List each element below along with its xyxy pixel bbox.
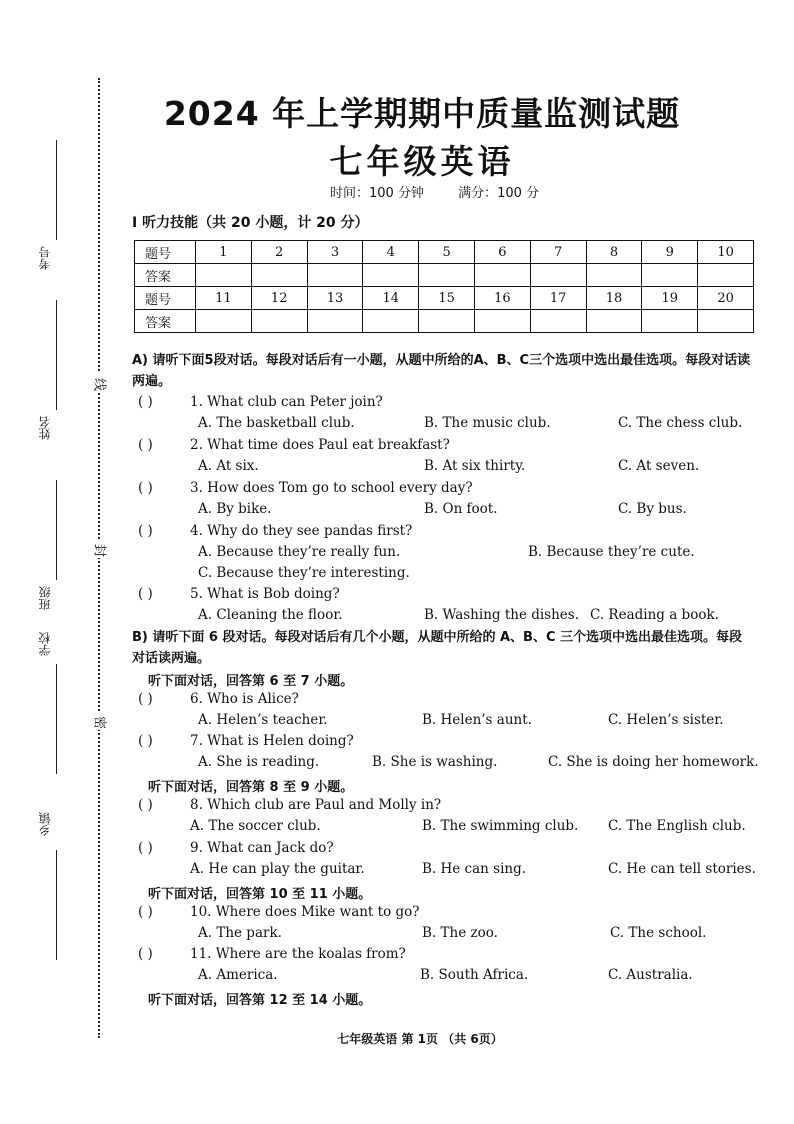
answer-cell[interactable]	[251, 264, 307, 287]
time-label: 时间：100 分钟	[330, 186, 424, 201]
table-row	[135, 241, 754, 264]
answer-cell[interactable]	[419, 264, 475, 287]
question-text: 6. Who is Alice?	[190, 691, 299, 707]
num-cell: 14	[363, 287, 419, 310]
question-4	[138, 523, 412, 539]
answer-blank[interactable]: ( )	[138, 733, 153, 749]
answer-cell[interactable]	[196, 310, 252, 333]
answer-cell[interactable]	[698, 264, 754, 287]
option-a: A. By bike.	[198, 501, 272, 517]
option-a: A. He can play the guitar.	[190, 861, 365, 877]
option-b: B. The music club.	[424, 415, 551, 431]
side-field-town: 乡镇	[38, 812, 52, 836]
answer-cell[interactable]	[586, 264, 642, 287]
answer-cell[interactable]	[363, 310, 419, 333]
sub-instruction: 听下面对话，回答第 6 至 7 小题。	[148, 674, 354, 689]
answer-blank[interactable]: ( )	[138, 797, 153, 813]
side-field-school: 学校	[38, 632, 52, 656]
question-1	[138, 394, 383, 410]
question-5	[138, 586, 340, 602]
side-field-class-line	[56, 480, 57, 580]
num-cell: 17	[530, 287, 586, 310]
answer-blank[interactable]: ( )	[138, 946, 153, 962]
option-b: B. Because they’re cute.	[528, 544, 695, 560]
question-11	[138, 946, 406, 962]
option-a: A. She is reading.	[198, 754, 320, 770]
option-a: A. The soccer club.	[190, 818, 321, 834]
question-7	[138, 733, 354, 749]
question-text: 8. Which club are Paul and Molly in?	[190, 797, 442, 813]
seal-char-seal: 封	[94, 541, 107, 556]
option-b: B. At six thirty.	[424, 458, 526, 474]
answer-cell[interactable]	[363, 264, 419, 287]
answer-cell[interactable]	[474, 310, 530, 333]
option-c: C. Because they’re interesting.	[198, 565, 410, 581]
option-b: B. The swimming club.	[422, 818, 579, 834]
option-c: C. Helen’s sister.	[608, 712, 724, 728]
option-a: A. The basketball club.	[198, 415, 355, 431]
question-text: 11. Where are the koalas from?	[190, 946, 406, 962]
option-b: B. He can sing.	[422, 861, 527, 877]
answer-blank[interactable]: ( )	[138, 586, 153, 602]
option-c: C. Australia.	[608, 967, 693, 983]
num-label: 题号	[135, 241, 196, 264]
option-a: A. At six.	[198, 458, 259, 474]
sub-instruction: 听下面对话，回答第 8 至 9 小题。	[148, 780, 354, 795]
answer-cell[interactable]	[642, 310, 698, 333]
exam-meta	[330, 182, 569, 201]
answer-blank[interactable]: ( )	[138, 437, 153, 453]
num-cell: 12	[251, 287, 307, 310]
table-row	[135, 310, 754, 333]
option-c: C. The English club.	[608, 818, 746, 834]
answer-cell[interactable]	[196, 264, 252, 287]
sub-instruction: 听下面对话，回答第 10 至 11 小题。	[148, 887, 372, 902]
option-c: C. She is doing her homework.	[548, 754, 759, 770]
num-cell: 10	[698, 241, 754, 264]
section-heading: I 听力技能（共 20 小题，计 20 分）	[132, 215, 369, 231]
num-cell: 3	[307, 241, 363, 264]
question-text: 7. What is Helen doing?	[190, 733, 354, 749]
answer-blank[interactable]: ( )	[138, 691, 153, 707]
option-a: A. Cleaning the floor.	[198, 607, 343, 623]
question-text: 1. What club can Peter join?	[190, 394, 383, 410]
answer-cell[interactable]	[530, 310, 586, 333]
seal-char-line: 线	[94, 375, 107, 390]
num-cell: 6	[474, 241, 530, 264]
num-cell: 20	[698, 287, 754, 310]
page-footer: 七年级英语 第 1页 （共 6页）	[337, 1032, 503, 1046]
question-2	[138, 437, 450, 453]
score-label: 满分：100 分	[458, 186, 540, 201]
ans-label: 答案	[135, 310, 196, 333]
question-text: 5. What is Bob doing?	[190, 586, 340, 602]
part-a-instruction: A) 请听下面5段对话。每段对话后有一小题，从题中所给的A、B、C三个选项中选出最佳选项。每段对话读两遍。	[132, 353, 751, 389]
num-cell: 11	[196, 287, 252, 310]
option-b: B. She is washing.	[372, 754, 498, 770]
ans-label: 答案	[135, 264, 196, 287]
num-cell: 13	[307, 287, 363, 310]
answer-cell[interactable]	[586, 310, 642, 333]
num-cell: 19	[642, 287, 698, 310]
num-cell: 18	[586, 287, 642, 310]
option-b: B. Helen’s aunt.	[422, 712, 532, 728]
table-row	[135, 287, 754, 310]
num-cell: 4	[363, 241, 419, 264]
answer-cell[interactable]	[530, 264, 586, 287]
answer-cell[interactable]	[251, 310, 307, 333]
num-cell: 7	[530, 241, 586, 264]
question-6	[138, 691, 299, 707]
option-b: B. South Africa.	[420, 967, 529, 983]
num-cell: 9	[642, 241, 698, 264]
option-c: C. At seven.	[618, 458, 700, 474]
binding-dotted-line	[98, 78, 100, 1038]
option-c: C. The school.	[610, 925, 707, 941]
table-row	[135, 264, 754, 287]
answer-cell[interactable]	[307, 310, 363, 333]
question-text: 9. What can Jack do?	[190, 840, 334, 856]
sub-instruction: 听下面对话，回答第 12 至 14 小题。	[148, 993, 372, 1008]
option-c: C. He can tell stories.	[608, 861, 756, 877]
option-b: B. Washing the dishes.	[424, 607, 580, 623]
answer-cell[interactable]	[307, 264, 363, 287]
side-field-name: 姓名	[38, 416, 52, 440]
answer-cell[interactable]	[698, 310, 754, 333]
question-9	[138, 840, 334, 856]
question-3	[138, 480, 473, 496]
question-text: 3. How does Tom go to school every day?	[190, 480, 473, 496]
answer-cell[interactable]	[474, 264, 530, 287]
side-field-exam-number: 考号	[38, 246, 52, 270]
option-a: A. America.	[198, 967, 278, 983]
answer-cell[interactable]	[419, 310, 475, 333]
side-field-class: 班级	[38, 586, 52, 610]
side-field-school-line	[56, 664, 57, 774]
answer-blank[interactable]: ( )	[138, 523, 153, 539]
option-b: B. The zoo.	[422, 925, 498, 941]
answer-cell[interactable]	[642, 264, 698, 287]
side-field-name-line	[56, 300, 57, 410]
answer-blank[interactable]: ( )	[138, 840, 153, 856]
option-c: C. Reading a book.	[590, 607, 719, 623]
num-cell: 2	[251, 241, 307, 264]
answer-blank[interactable]: ( )	[138, 480, 153, 496]
option-a: A. Because they’re really fun.	[198, 544, 401, 560]
part-b-instruction: B) 请听下面 6 段对话。每段对话后有几个小题，从题中所给的 A、B、C 三个选项中选出最佳选项。每段对话读两遍。	[132, 630, 743, 666]
option-c: C. By bus.	[618, 501, 687, 517]
num-cell: 1	[196, 241, 252, 264]
option-c: C. The chess club.	[618, 415, 743, 431]
num-label: 题号	[135, 287, 196, 310]
question-10	[138, 904, 420, 920]
option-b: B. On foot.	[424, 501, 498, 517]
seal-char-secret: 密	[94, 713, 107, 728]
side-field-town-line	[56, 850, 57, 960]
exam-title: 2024 年上学期期中质量监测试题	[163, 94, 681, 133]
question-text: 4. Why do they see pandas first?	[190, 523, 413, 539]
num-cell: 16	[474, 287, 530, 310]
option-a: A. Helen’s teacher.	[198, 712, 328, 728]
num-cell: 15	[419, 287, 475, 310]
answer-blank[interactable]: ( )	[138, 394, 153, 410]
exam-subtitle: 七年级英语	[329, 142, 515, 181]
question-8	[138, 797, 441, 813]
question-text: 2. What time does Paul eat breakfast?	[190, 437, 450, 453]
answer-table	[134, 240, 754, 333]
question-text: 10. Where does Mike want to go?	[190, 904, 420, 920]
answer-blank[interactable]: ( )	[138, 904, 153, 920]
num-cell: 8	[586, 241, 642, 264]
option-a: A. The park.	[198, 925, 282, 941]
num-cell: 5	[419, 241, 475, 264]
